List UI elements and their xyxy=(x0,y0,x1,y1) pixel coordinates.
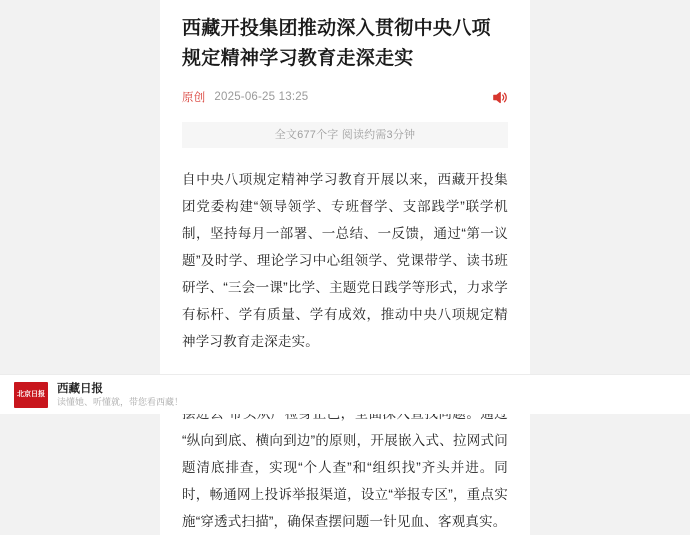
page-title: 西藏开投集团推动深入贯彻中央八项规定精神学习教育走深走实 xyxy=(182,18,491,69)
speaker-icon[interactable] xyxy=(491,89,508,106)
publisher-logo: 北京日报 xyxy=(14,382,48,408)
publish-date: 2025-06-25 13:25 xyxy=(214,91,309,103)
original-badge: 原创 xyxy=(182,92,206,104)
publisher-slogan: 读懂她、听懂就，带您看西藏！ xyxy=(57,396,184,407)
publisher-footer[interactable] xyxy=(0,374,690,414)
article-paragraph: “纵向到底、横向到边”的原则，开展嵌入式、拉网式问题清底排查，实现“个人查”和“组织找”齐头并进。同时，畅通网上投诉举报渠道，设立“举报专区”，重点实施“穿透式扫描”，确保查摆问题一针见血、客观真实。 xyxy=(182,433,508,529)
article-meta xyxy=(182,88,508,106)
read-info-bar: 全文677个字 阅读约需3分钟 xyxy=(182,122,508,148)
publisher-name: 西藏日报 xyxy=(57,382,103,395)
right-gutter xyxy=(530,0,690,414)
article-paragraph: 自中央八项规定精神学习教育开展以来，西藏开投集团党委构建“领导领学、专班督学、支部践学”联学机制，坚持每月一部署、一总结、一反馈，通过“第一议题”及时学、理论学习中心组领学、党课带学、读书班研学、“三会一课”比学、主题党日践学等形式，力求学有标杆、学有质量、学有成效，推动中央八项规定精神学习教育走深走实。 xyxy=(182,172,508,349)
article-card xyxy=(160,0,530,535)
publisher-info xyxy=(57,382,183,408)
left-gutter xyxy=(0,0,160,414)
